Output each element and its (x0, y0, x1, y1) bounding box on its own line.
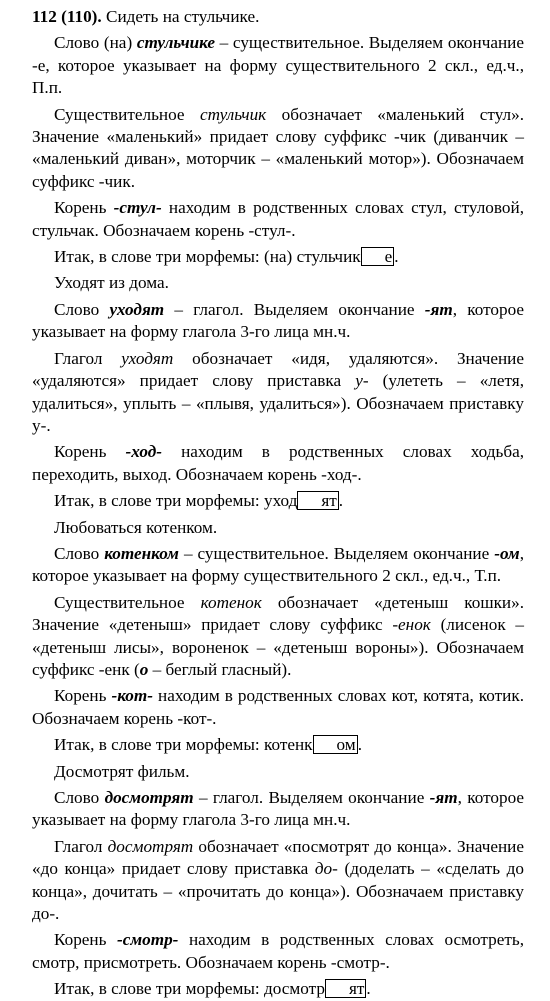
italic-word: стульчик (199, 104, 267, 124)
italic-word: уходят (121, 348, 174, 368)
text-run: – глагол. Выделяем окончание (193, 788, 430, 807)
text-run: – глагол. Выделяем окончание (164, 299, 425, 319)
paragraph (32, 441, 524, 486)
text-run: Слово (54, 543, 105, 563)
text-run: Итак, в слове три морфемы: досмотр (54, 979, 325, 999)
paragraph (32, 543, 524, 588)
section-title-text: Любоваться котенком. (54, 517, 218, 537)
italic-word: досмотрят (107, 836, 194, 856)
ending-box: ят (325, 979, 366, 998)
emphasized-word: -стул- (113, 198, 162, 218)
italic-word: у- (355, 371, 369, 391)
paragraph (32, 787, 524, 832)
paragraph (32, 734, 524, 756)
text-run: Слово (54, 788, 105, 807)
text-run: Глагол (54, 836, 108, 856)
exercise-number: 112 (110). (32, 7, 102, 26)
emphasized-word: уходят (109, 299, 165, 319)
section-title (32, 761, 524, 783)
text-run: (лисенок – «детеныш лисы», вороненок – «детеныш вороны»). Обозначаем суффикс -енк ( (32, 615, 524, 679)
paragraph (32, 104, 524, 194)
section-title (32, 272, 524, 294)
emphasized-word: досмотрят (104, 788, 194, 807)
text-run: находим в родственных словах осмотреть, смотр, присмотреть. Обозначаем корень -смотр-. (32, 930, 525, 972)
text-run: Слово (54, 299, 110, 319)
italic-word: котенок (200, 592, 262, 612)
text-run: (доделать – «сделать до конца», дочитать – «прочитать до конца»). Обозначаем приставку до-. (32, 859, 524, 924)
emphasized-word: -ход- (125, 442, 163, 462)
section-title-text: Досмотрят фильм. (54, 761, 190, 781)
section-title (32, 6, 524, 28)
paragraph (32, 32, 524, 99)
text-run: находим в родственных словах стул, стуловой, стульчак. Обозначаем корень -стул-. (32, 198, 524, 240)
text-run: , которое указывает на форму глагола 3-го лица мн.ч. (32, 788, 525, 830)
text-run: . (338, 491, 344, 511)
text-run: Слово (на) (54, 33, 137, 53)
text-run: находим в родственных словах кот, котята, котик. Обозначаем корень -кот-. (32, 686, 524, 728)
ending-box: е (361, 247, 395, 266)
emphasized-word: -ят (429, 788, 458, 807)
text-run: обозначает «посмотрят до конца». Значение «до конца» придает слову приставка (32, 836, 524, 879)
text-run: Глагол (54, 348, 122, 368)
text-run: (улететь – «летя, удалиться», уплыть – «плывя, удалиться»). Обозначаем приставку у-. (32, 371, 524, 435)
ending-box: ят (297, 491, 338, 510)
section-title-text: Уходят из дома. (54, 273, 169, 293)
paragraph (32, 490, 524, 512)
emphasized-word: о (139, 659, 149, 679)
paragraph (32, 592, 524, 682)
text-run: обозначает «маленький стул». Значение «маленький» придает слову суффикс -чик (диванчик – «маленький диван», моторчик – «маленький мотор»). Обозначаем суффикс -чик. (32, 104, 524, 191)
italic-word: до- (314, 859, 338, 879)
paragraph (32, 929, 524, 974)
text-run: обозначает «детеныш кошки». Значение «детеныш» придает слову суффикс (32, 592, 525, 635)
text-run: обозначает «идя, удаляются». Значение «удаляются» придает слову приставка (32, 348, 524, 391)
text-run: Корень (54, 198, 114, 218)
paragraph (32, 246, 524, 268)
section-title-text: Сидеть на стульчике. (106, 7, 260, 26)
text-run: . (394, 247, 399, 267)
text-run: . (366, 979, 371, 999)
text-run: , которое указывает на форму существительного 2 скл., ед.ч., Т.п. (32, 543, 524, 586)
text-run: Итак, в слове три морфемы: (на) стульчик (54, 247, 361, 267)
text-run: . (357, 735, 362, 755)
text-run: Существительное (54, 104, 200, 124)
ending-box: ом (313, 735, 358, 754)
text-run: Итак, в слове три морфемы: уход (54, 491, 298, 511)
emphasized-word: -ом (494, 543, 520, 563)
text-run: Корень (54, 686, 112, 706)
paragraph (32, 197, 524, 242)
text-run: – существительное. Выделяем окончание (178, 543, 495, 563)
text-run: , которое указывает на форму глагола 3-го лица мн.ч. (32, 299, 525, 342)
emphasized-word: -кот- (111, 686, 153, 706)
text-run: Существительное (54, 592, 201, 612)
text-run: Итак, в слове три морфемы: котенк (54, 735, 313, 755)
italic-word: -енок (392, 615, 431, 635)
emphasized-word: стульчике (136, 33, 215, 53)
text-run: находим в родственных словах ходьба, переходить, выход. Обозначаем корень -ход-. (32, 442, 524, 484)
text-run: Корень (54, 930, 117, 950)
text-run: – беглый гласный). (148, 659, 292, 679)
paragraph (32, 685, 524, 730)
text-run: – существительное. Выделяем окончание -е, которое указывает на форму существительного 2 скл., ед.ч., П.п. (32, 33, 524, 98)
emphasized-word: -ят (424, 299, 453, 319)
emphasized-word: -смотр- (117, 930, 179, 950)
paragraph (32, 978, 524, 1000)
paragraph (32, 348, 524, 438)
emphasized-word: котенком (104, 543, 179, 563)
section-title (32, 517, 524, 539)
paragraph (32, 836, 524, 926)
text-run: Корень (54, 442, 126, 462)
paragraph (32, 299, 524, 344)
